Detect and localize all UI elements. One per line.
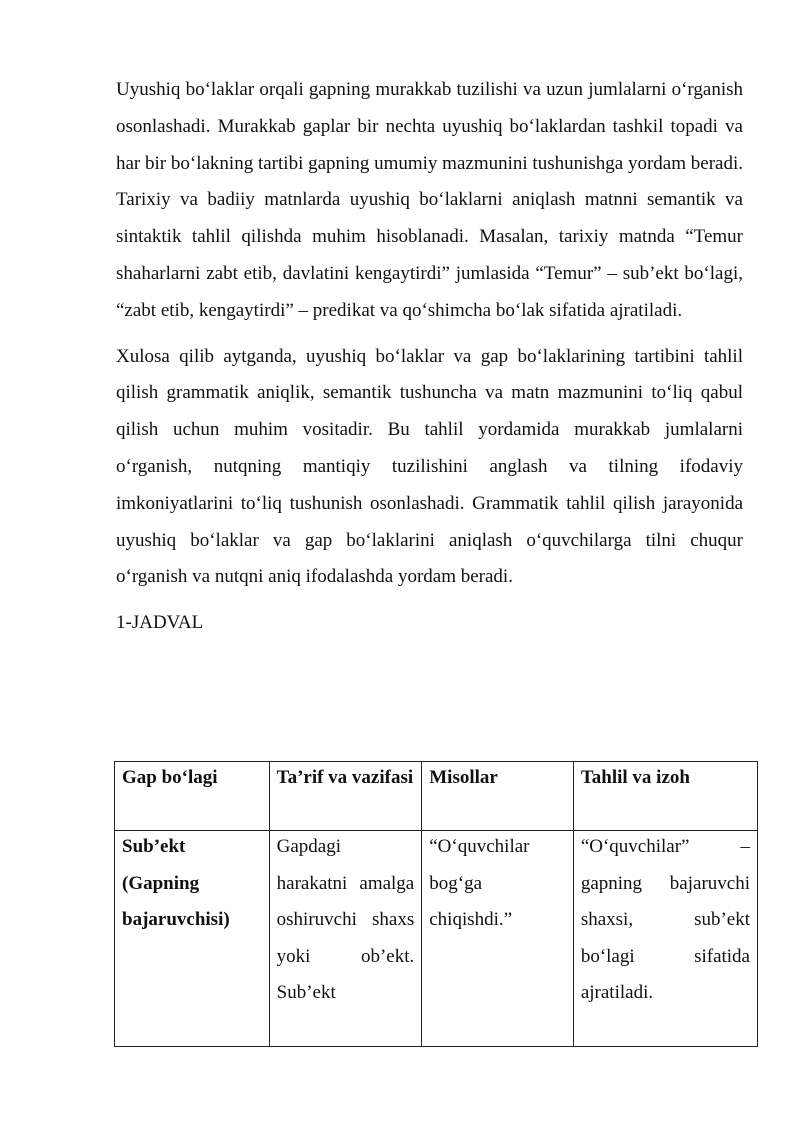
header-misollar: Misollar (422, 762, 574, 831)
header-gap-bolagi: Gap bo‘lagi (115, 762, 270, 831)
paragraph-2: Xulosa qilib aytganda, uyushiq bo‘laklar va gap bo‘laklarining tartibini tahlil qilish grammatik aniqlik, semantik tushuncha va matn mazmunini to‘liq qabul qilish uchun muhim vositadir. Bu tahlil yordamida murakkab jumlalarni o‘rganish, nutqning mantiqiy tuzilishini anglash va tilning ifodaviy imkoniyatlarini to‘liq tushunish osonlashadi. Grammatik tahlil qilish jarayonida uyushiq bo‘laklar va gap bo‘laklarini aniqlash o‘quvchilarga tilni chuqur o‘rganish va nutqni aniq ifodalashda yordam beradi. (116, 345, 743, 588)
paragraph-1: Uyushiq bo‘laklar orqali gapning murakkab tuzilishi va uzun jumlalarni o‘rganish osonlashadi. Murakkab gaplar bir nechta uyushiq bo‘laklardan tashkil topadi va har bir bo‘lakning tartibi gapning umumiy mazmunini tushunishga yordam beradi. Tarixiy va badiiy matnlarda uyushiq bo‘laklarni aniqlash matnni semantik va sintaktik tahlil qilishda muhim hisoblanadi. Masalan, tarixiy matnda “Temur shaharlarni zabt etib, davlatini kengaytirdi” jumlasida “Temur” – sub’ekt bo‘lagi, “zabt etib, kengaytirdi” – predikat va qo‘shimcha bo‘lak sifatida ajratiladi. (116, 79, 743, 321)
cell-tarif-vazifasi: Gapdagi harakatni amalga oshiruvchi shaxs yoki ob’ekt. Sub’ekt (269, 831, 422, 1047)
cell-misollar: “O‘quvchilar bog‘ga chiqishdi.” (422, 831, 574, 1047)
header-tarif-vazifasi: Ta’rif va vazifasi (269, 762, 422, 831)
table-row (115, 831, 758, 1047)
header-tahlil-izoh: Tahlil va izoh (573, 762, 757, 831)
cell-gap-bolagi: Sub’ekt (Gapning bajaruvchisi) (115, 831, 270, 1047)
table-caption: 1-JADVAL (116, 612, 204, 634)
document-page (116, 72, 743, 642)
grammar-table (114, 761, 758, 1047)
table-header-row (115, 762, 758, 831)
cell-tahlil-izoh: “O‘quvchilar” – gapning bajaruvchi shaxsi, sub’ekt bo‘lagi sifatida ajratiladi. (573, 831, 757, 1047)
